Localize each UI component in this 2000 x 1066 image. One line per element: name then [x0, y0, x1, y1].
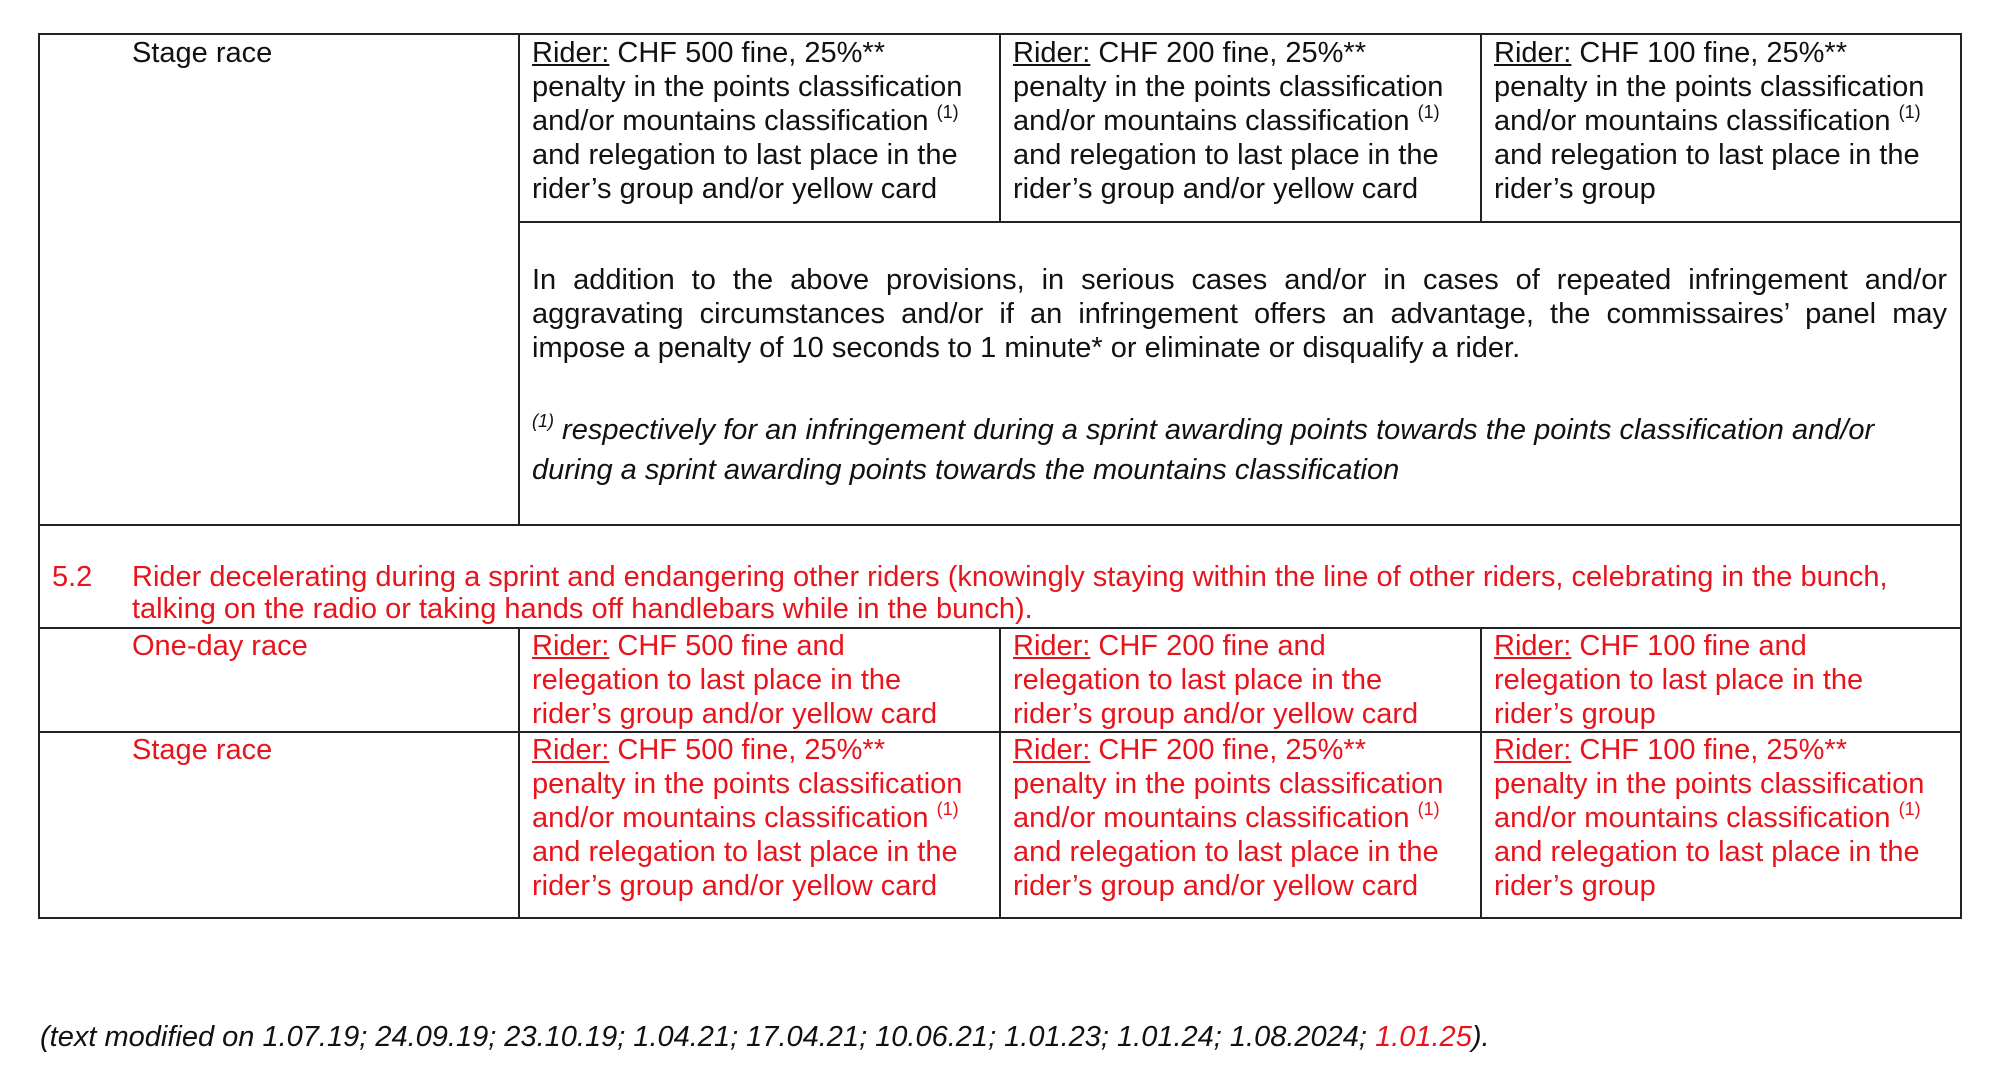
penalty-cell-200-stage-red	[1013, 733, 1443, 903]
footnote-line-1: $^{(1)}$ respectively for an infringement during a sprint awarding points towards the points classification and/or	[532, 411, 1875, 446]
rider-label: Rider:	[532, 630, 610, 662]
stage-race-label-red: Stage race	[132, 734, 273, 766]
penalty-line-1: Rider: CHF 500 fine and	[532, 630, 845, 662]
paragraph-line-2: aggravating circumstances and/or if an infringement offers an advantage, the commissaires’ panel may	[532, 298, 1947, 330]
penalty-cell-100-stage-red	[1494, 733, 1924, 903]
penalty-line-5: rider’s group and/or yellow card	[532, 173, 938, 205]
penalty-cell-500-stage-red	[532, 733, 962, 903]
penalty-line-3: and/or mountains classification $^{(1)}$	[1013, 799, 1440, 834]
additional-provisions-paragraph	[532, 263, 1947, 365]
rider-label: Rider:	[1013, 630, 1091, 662]
one-day-race-label: One-day race	[132, 630, 308, 662]
penalty-line-4: and relegation to last place in the	[1494, 836, 1920, 868]
penalty-line-1: Rider: CHF 200 fine, 25%**	[1013, 734, 1367, 766]
col-divider-3a	[1480, 33, 1482, 222]
footnote-note	[532, 410, 1874, 490]
section-title	[132, 560, 1888, 626]
penalty-line-4: and relegation to last place in the	[532, 139, 958, 171]
rider-label: Rider:	[1494, 37, 1572, 69]
section-number: 5.2	[52, 561, 93, 593]
penalty-cell-200-oneday	[1013, 629, 1418, 731]
footnote-line-2: during a sprint awarding points towards the mountains classification	[532, 454, 1400, 486]
penalty-line-1: Rider: CHF 200 fine, 25%**	[1013, 37, 1367, 69]
penalty-line-1: Rider: CHF 100 fine and	[1494, 630, 1807, 662]
rider-label: Rider:	[1013, 37, 1091, 69]
penalty-line-2: relegation to last place in the	[532, 664, 902, 696]
section-title-line-2: talking on the radio or taking hands off handlebars while in the bunch).	[132, 593, 1033, 625]
penalty-line-4: and relegation to last place in the	[1013, 139, 1439, 171]
footnote-ref: (1)	[1417, 799, 1440, 819]
row-divider-a	[518, 221, 1962, 223]
penalty-line-3: and/or mountains classification $^{(1)}$	[1494, 102, 1921, 137]
modification-dates: (text modified on 1.07.19; 24.09.19; 23.10.19; 1.04.21; 17.04.21; 10.06.21; 1.01.23; 1.01.24; 1.08.2024;	[40, 1021, 1376, 1053]
penalty-line-4: and relegation to last place in the	[1013, 836, 1439, 868]
rider-label: Rider:	[1013, 734, 1091, 766]
table-border-left	[38, 33, 40, 919]
penalty-line-3: and/or mountains classification $^{(1)}$	[532, 799, 959, 834]
penalty-line-5: rider’s group	[1494, 173, 1656, 205]
penalty-line-2: penalty in the points classification	[532, 71, 963, 103]
rider-label: Rider:	[1494, 630, 1572, 662]
penalty-line-3: rider’s group	[1494, 698, 1656, 730]
penalty-line-1: Rider: CHF 200 fine and	[1013, 630, 1326, 662]
latest-modification-date: 1.01.25	[1375, 1021, 1472, 1053]
col-divider-1b	[518, 627, 520, 919]
penalty-line-1: Rider: CHF 500 fine, 25%**	[532, 734, 886, 766]
col-divider-1a	[518, 33, 520, 526]
row-divider-b	[38, 524, 1962, 526]
penalty-line-3: and/or mountains classification $^{(1)}$	[1013, 102, 1440, 137]
footnote-ref: (1)	[936, 102, 959, 122]
penalty-line-3: and/or mountains classification $^{(1)}$	[1494, 799, 1921, 834]
rider-label: Rider:	[532, 37, 610, 69]
penalty-line-2: penalty in the points classification	[1013, 768, 1444, 800]
penalty-line-2: relegation to last place in the	[1013, 664, 1383, 696]
penalty-line-2: penalty in the points classification	[1494, 71, 1925, 103]
penalty-line-2: penalty in the points classification	[1013, 71, 1444, 103]
footnote-ref: (1)	[936, 799, 959, 819]
col-divider-2a	[999, 33, 1001, 222]
penalty-line-1: Rider: CHF 500 fine, 25%**	[532, 37, 886, 69]
penalty-cell-100-oneday	[1494, 629, 1863, 731]
rider-label: Rider:	[1494, 734, 1572, 766]
footnote-ref: (1)	[1898, 799, 1921, 819]
penalty-line-5: rider’s group and/or yellow card	[1013, 870, 1419, 902]
penalty-line-1: Rider: CHF 100 fine, 25%**	[1494, 37, 1848, 69]
footnote-ref: (1)	[532, 411, 554, 431]
penalty-line-4: and relegation to last place in the	[532, 836, 958, 868]
penalty-cell-500-stage	[532, 36, 962, 206]
penalty-line-2: penalty in the points classification	[532, 768, 963, 800]
modification-suffix: ).	[1471, 1021, 1490, 1053]
penalty-line-5: rider’s group and/or yellow card	[1013, 173, 1419, 205]
penalty-line-2: penalty in the points classification	[1494, 768, 1925, 800]
penalty-line-3: rider’s group and/or yellow card	[1013, 698, 1419, 730]
penalty-cell-500-oneday	[532, 629, 937, 731]
penalty-line-5: rider’s group	[1494, 870, 1656, 902]
footnote-ref: (1)	[1417, 102, 1440, 122]
footnote-ref: (1)	[1898, 102, 1921, 122]
penalty-line-3: and/or mountains classification $^{(1)}$	[532, 102, 959, 137]
penalty-line-1: Rider: CHF 100 fine, 25%**	[1494, 734, 1848, 766]
col-divider-3b	[1480, 627, 1482, 919]
rider-label: Rider:	[532, 734, 610, 766]
table-border-right	[1960, 33, 1962, 919]
section-title-line-1: Rider decelerating during a sprint and endangering other riders (knowingly staying within the line of other riders, celebrating in the bunch,	[132, 561, 1888, 593]
modification-history	[40, 1020, 1490, 1054]
stage-race-label: Stage race	[132, 37, 273, 69]
paragraph-line-3: impose a penalty of 10 seconds to 1 minute* or eliminate or disqualify a rider.	[532, 332, 1521, 364]
penalty-cell-200-stage	[1013, 36, 1443, 206]
col-divider-2b	[999, 627, 1001, 919]
penalty-line-3: rider’s group and/or yellow card	[532, 698, 938, 730]
penalty-cell-100-stage	[1494, 36, 1924, 206]
penalty-line-4: and relegation to last place in the	[1494, 139, 1920, 171]
penalty-line-2: relegation to last place in the	[1494, 664, 1864, 696]
paragraph-line-1: In addition to the above provisions, in serious cases and/or in cases of repeated infringement and/or	[532, 264, 1947, 296]
penalty-line-5: rider’s group and/or yellow card	[532, 870, 938, 902]
